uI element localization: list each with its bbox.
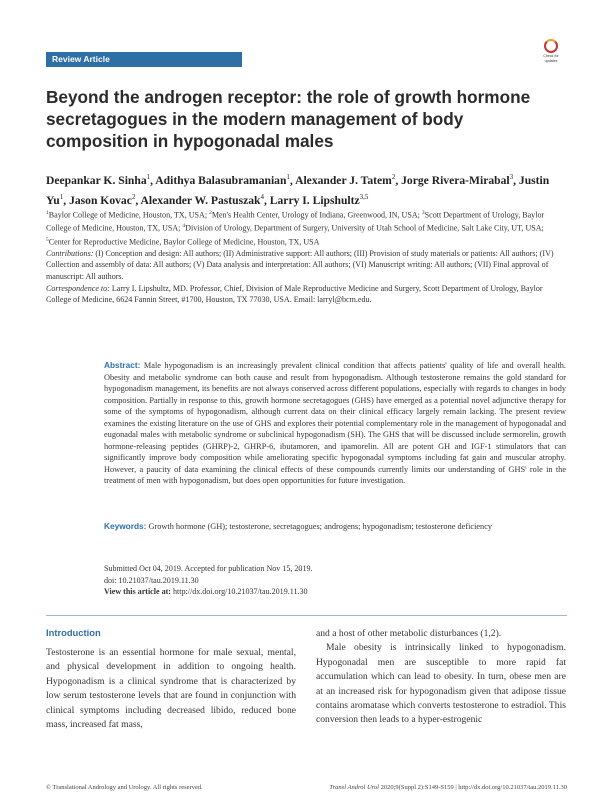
author-name: Alexander J. Tatem: [295, 173, 392, 187]
author-affiliation-marker: 2: [391, 173, 396, 181]
section-divider: [46, 615, 567, 616]
check-for-updates-badge[interactable]: [538, 39, 564, 65]
affiliations: [46, 208, 567, 248]
contributions-label: Contributions:: [46, 248, 94, 258]
keywords-text: Growth hormone (GH); testosterone, secretagogues; androgens; hypogonadism; testosterone deficiency: [146, 522, 493, 531]
intro-paragraph-continued: and a host of other metabolic disturbances (1,2).: [316, 628, 502, 639]
correspondence: [46, 283, 567, 306]
abstract-text: Male hypogonadism is an increasingly prevalent clinical condition that affects patients' quality of life and overall health. Obesity and metabolic syndrome can both cause and result from hypogonadism. Although testosterone remains the gold standard for hypogonadism management, its benefits are not always conserved across different populations, especially with regards to changes in body composition. Partially in response to this, growth hormone secretagogues (GHS) have emerged as a potential novel adjunctive therapy for some of the symptoms of hypogonadism, although current data on their clinical efficacy largely remain lacking. The present review examines the existing literature on the use of GHS and explores their potential complementary role in the management of hypogonadal and eugonadal males with metabolic syndrome or subclinical hypogonadism (SH). The GHS that will be discussed include sermorelin, growth hormone-releasing peptides (GHRP)-2, GHRP-6, ibutamoren, and ipamorelin. All are potent GH and IGF-1 stimulators that can significantly improve body composition while ameliorating specific hypogonadal symptoms including fat gain and muscular atrophy. However, a paucity of data examining the clinical effects of these compounds currently limits our understanding of GHS' role in the treatment of men with hypogonadism, but does open opportunities for future investigation.: [104, 361, 566, 486]
contributions: [46, 248, 567, 283]
affiliation-marker: 2: [209, 210, 212, 216]
submitted-date: Submitted Oct 04, 2019. Accepted for publication Nov 15, 2019.: [104, 564, 313, 573]
affiliation-text: Baylor College of Medicine, Houston, TX, USA;: [48, 210, 210, 220]
author-affiliation-marker: 2: [131, 192, 136, 201]
doi: doi: 10.21037/tau.2019.11.30: [104, 575, 199, 585]
author-list: Deepankar K. Sinha$^1$, Adithya Balasubramanian$^1$, Alexander J. Tatem$^2$, Jorge Rivera-Mirabal$^3$, Justin Yu$^1$, Jason Kovac$^2$, Alexander W. Pastuszak$^4$, Larry I. Lipshultz$^{3,5}$: [46, 173, 550, 207]
author-affiliation-marker: 1: [286, 173, 290, 181]
publication-info: [104, 563, 566, 598]
page-footer: [46, 784, 567, 791]
copyright: © Translational Andrology and Urology. All rights reserved.: [46, 784, 203, 791]
affiliation-text: Center for Reproductive Medicine, Baylor College of Medicine, Houston, TX, USA: [48, 237, 320, 247]
affiliation-marker: 4: [182, 223, 186, 230]
affiliation-text: Men's Health Center, Urology of Indiana, Greenwood, IN, USA;: [211, 210, 422, 220]
affiliation-text: Division of Urology, Department of Surgery, University of Utah School of Medicine, Salt Lake City, UT, USA;: [185, 223, 544, 233]
citation-text: 2020;9(Suppl 2):S149-S159 | http://dx.doi.org/10.21037/tau.2019.11.30: [378, 784, 567, 791]
author-name: Larry I. Lipshultz: [269, 193, 360, 207]
affiliation-text: Scott Department of Urology, Baylor College of Medicine, Houston, TX, USA;: [46, 210, 545, 233]
keywords: [104, 521, 566, 533]
badge-text-line2: updates: [544, 59, 558, 63]
author-affiliation-marker: 1: [146, 173, 151, 181]
abstract: [104, 360, 566, 487]
author-affiliation-marker: 3,5: [359, 192, 369, 201]
citation: [329, 784, 567, 791]
author-name: Jorge Rivera-Mirabal: [401, 173, 510, 187]
author-affiliation-marker: 3: [509, 173, 514, 181]
author-name: Justin Yu: [46, 173, 550, 207]
author-name: Alexander W. Pastuszak: [140, 193, 261, 207]
intro-paragraph-obesity: Male obesity is intrinsically linked to hypogonadism. Hypogonadal men are susceptible to more rapid fat accumulation which can lead to obesity. In turn, obese men are at an increased risk for hypogonadism given that adipose tissue contains aromatase which converts testosterone to estradiol. This conversion then leads to a hyper-estrogenic: [316, 642, 566, 726]
affiliation-marker: 5: [46, 236, 49, 243]
abstract-label: Abstract:: [104, 360, 141, 370]
badge-text-line1: Check for: [543, 54, 559, 58]
correspondence-text: Larry I. Lipshultz, MD. Professor, Chief, Division of Male Reproductive Medicine and Surgery, Scott Department of Urology, Baylor College of Medicine, 6624 Fannin Street, #1700, Houston, TX 77030, USA. Email: larryl@bcm.edu.: [46, 283, 543, 305]
journal-abbrev: Transl Androl Urol: [329, 784, 379, 791]
affiliations-block: [46, 208, 567, 306]
affiliation-marker: 1: [46, 210, 49, 216]
author-name: Deepankar K. Sinha: [46, 173, 147, 187]
view-article-label: View this article at:: [104, 587, 171, 597]
intro-column-left: Testosterone is an essential hormone for male sexual, mental, and physical development in addition to ongoing health. Hypogonadism is a clinical syndrome that is characterized by low serum testosterone levels that are found in conjunction with clinical symptoms including decreased libido, reduced bone mass, increased fat mass,: [46, 647, 296, 731]
affiliation-marker: 3: [421, 210, 425, 216]
author-affiliation-marker: 1: [59, 192, 64, 201]
author-name: Jason Kovac: [69, 193, 132, 207]
article-title: Beyond the androgen receptor: the role of growth hormone secretagogues in the modern management of body composition in hypogonadal males: [46, 87, 531, 151]
update-badge-icon: [544, 39, 558, 53]
contributions-text: (I) Conception and design: All authors; (II) Administrative support: All authors; (III) Provision of study materials or patients: All authors; (IV) Collection and assembly of data: All authors; (V) Data analysis and interpretation: All authors; (VI) Manuscript writing: All authors; (VII) Final approval of manuscript: All authors.: [46, 248, 554, 281]
view-article-link[interactable]: http://dx.doi.org/10.21037/tau.2019.11.30: [170, 587, 308, 597]
introduction-heading: Introduction: [46, 627, 101, 638]
correspondence-label: Correspondence to:: [46, 283, 110, 293]
keywords-label: Keywords:: [104, 521, 147, 531]
author-name: Adithya Balasubramanian: [155, 173, 287, 187]
intro-column-right: [316, 627, 566, 728]
author-affiliation-marker: 4: [260, 192, 264, 201]
article-type-banner: Review Article: [46, 52, 242, 67]
view-article-line: [104, 586, 566, 598]
